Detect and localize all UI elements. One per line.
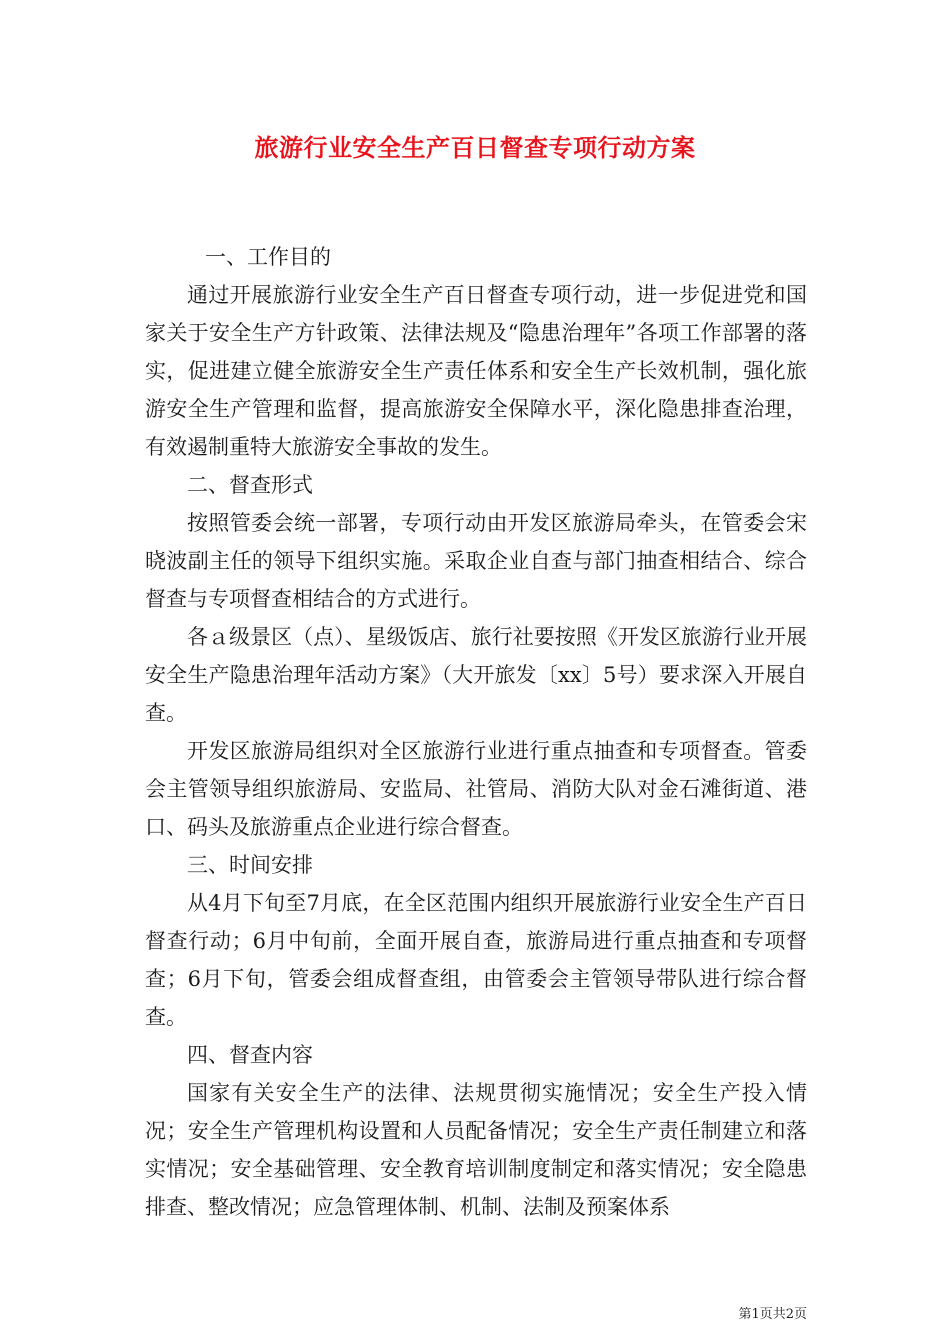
- section-heading-3: 三、时间安排: [187, 853, 313, 877]
- body-paragraph: 开发区旅游局组织对全区旅游行业进行重点抽查和专项督查。管委会主管领导组织旅游局、安监局、社管局、消防大队对金石滩街道、港口、码头及旅游重点企业进行综合督查。: [145, 739, 807, 839]
- body-paragraph: 按照管委会统一部署，专项行动由开发区旅游局牵头，在管委会宋晓波副主任的领导下组织实施。采取企业自查与部门抽查相结合、综合督查与专项督查相结合的方式进行。: [145, 511, 807, 611]
- document-body: [145, 238, 807, 1226]
- section-heading-4: 四、督查内容: [187, 1043, 313, 1067]
- body-paragraph: 各ａ级景区（点）、星级饭店、旅行社要按照《开发区旅游行业开展安全生产隐患治理年活动方案》（大开旅发〔xx〕5号）要求深入开展自查。: [145, 625, 807, 725]
- body-paragraph: 国家有关安全生产的法律、法规贯彻实施情况；安全生产投入情况；安全生产管理机构设置和人员配备情况；安全生产责任制建立和落实情况；安全基础管理、安全教育培训制度制定和落实情况；安全隐患排查、整改情况；应急管理体制、机制、法制及预案体系: [145, 1081, 807, 1219]
- section-heading-1: 一、工作目的: [205, 245, 331, 269]
- body-paragraph: 通过开展旅游行业安全生产百日督查专项行动，进一步促进党和国家关于安全生产方针政策、法律法规及“隐患治理年”各项工作部署的落实，促进建立健全旅游安全生产责任体系和安全生产长效机制，强化旅游安全生产管理和监督，提高旅游安全保障水平，深化隐患排查治理，有效遏制重特大旅游安全事故的发生。: [145, 283, 807, 459]
- page-number: 第1页共2页: [738, 1307, 807, 1322]
- section-heading-2: 二、督查形式: [187, 473, 313, 497]
- body-paragraph: 从4月下旬至7月底，在全区范围内组织开展旅游行业安全生产百日督查行动；6月中旬前，全面开展自查，旅游局进行重点抽查和专项督查；6月下旬，管委会组成督查组，由管委会主管领导带队进行综合督查。: [145, 891, 807, 1029]
- document-title: 旅游行业安全生产百日督查专项行动方案: [254, 134, 696, 162]
